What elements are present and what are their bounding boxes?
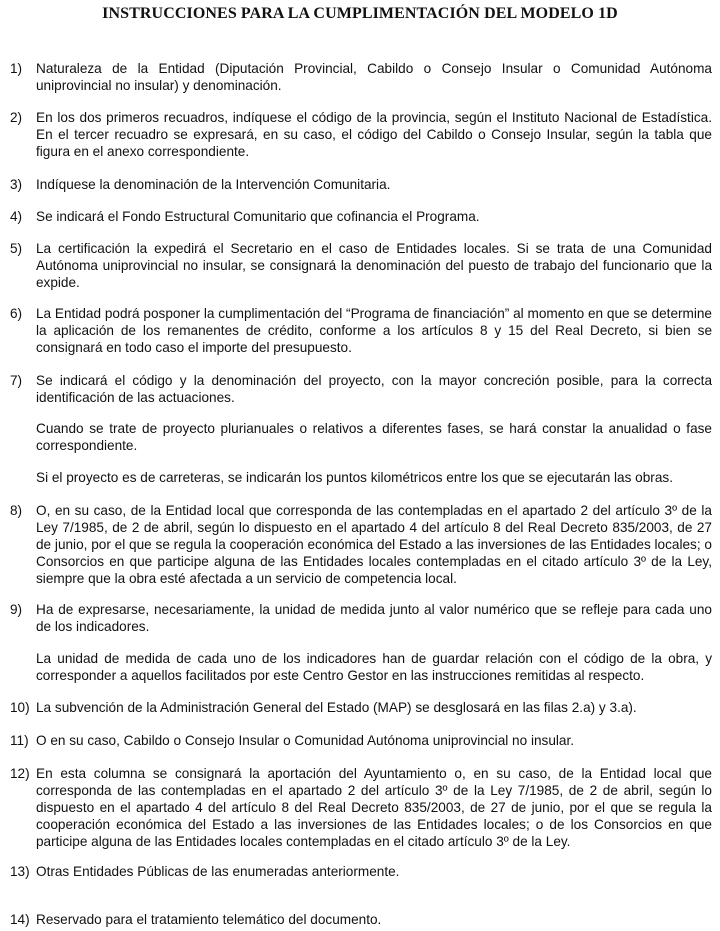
item-number: 10)	[10, 700, 30, 715]
item-text: Reservado para el tratamiento telemático del documento.	[36, 912, 382, 927]
item-text: En esta columna se consignará la aportación del Ayuntamiento o, en su caso, de la Entidad local que corresponda de las contempladas en el apartado 2 del artículo 3º de la Ley 7/1985, de 2 de abril, según lo dispuesto en el apartado 4 del artículo 8 del Real Decreto 835/2003, de 27 de junio, por el que se regula la cooperación económica del Estado a las inversiones de las Entidades locales; o de los Consorcios en que participe alguna de las Entidades locales contempladas en el citado artículo 3º de la Ley.	[36, 766, 712, 849]
item-number: 9)	[10, 602, 23, 617]
item-number: 1)	[10, 61, 23, 76]
item-number: 14)	[10, 912, 30, 927]
item-number: 3)	[10, 177, 23, 192]
item-text: Naturaleza de la Entidad (Diputación Provincial, Cabildo o Consejo Insular o Comunidad Autónoma uniprovincial no insular) y denominación.	[36, 61, 712, 93]
item-text: En los dos primeros recuadros, indíquese el código de la provincia, según el Instituto Nacional de Estadística. En el tercer recuadro se expresará, en su caso, el código del Cabildo o Consejo Insular, según la tabla que figura en el anexo correspondiente.	[36, 110, 712, 159]
list-item-paragraph: La unidad de medida de cada uno de los indicadores han de guardar relación con el código de la obra, y corresponder a aquellos facilitados por este Centro Gestor en las instrucciones remitidas al respecto.	[36, 651, 712, 683]
item-text: O en su caso, Cabildo o Consejo Insular o Comunidad Autónoma uniprovincial no insular.	[36, 733, 575, 748]
item-text: Otras Entidades Públicas de las enumeradas anteriormente.	[36, 864, 400, 879]
item-number: 13)	[10, 864, 30, 879]
item-number: 4)	[10, 209, 23, 224]
list-item-paragraph: Cuando se trate de proyecto plurianuales o relativos a diferentes fases, se hará constar la anualidad o fase correspondiente.	[36, 421, 712, 453]
item-text: Se indicará el código y la denominación del proyecto, con la mayor concreción posible, para la correcta identificación de las actuaciones.	[36, 373, 712, 405]
item-number: 11)	[10, 733, 29, 748]
item-number: 2)	[10, 110, 23, 125]
item-text: La certificación la expedirá el Secretario en el caso de Entidades locales. Si se trata de una Comunidad Autónoma uniprovincial no insular, se consignará la denominación del puesto de trabajo del funcionario que la expide.	[36, 241, 712, 290]
item-text: Se indicará el Fondo Estructural Comunitario que cofinancia el Programa.	[36, 209, 480, 224]
item-number: 8)	[10, 503, 23, 518]
item-number: 6)	[10, 306, 23, 321]
item-text: Ha de expresarse, necesariamente, la unidad de medida junto al valor numérico que se refleje para cada uno de los indicadores.	[36, 602, 712, 634]
item-number: 12)	[10, 766, 30, 781]
item-text: O, en su caso, de la Entidad local que corresponda de las contempladas en el apartado 2 del artículo 3º de la Ley 7/1985, de 2 de abril, según lo dispuesto en el apartado 4 del artículo 8 del Real Decreto 835/2003, de 27 de junio, por el que se regula la cooperación económica del Estado a las inversiones de las Entidades locales; o Consorcios en que participe alguna de las Entidades locales contempladas en el citado artículo 3º de la Ley, siempre que la obra esté afectada a un servicio de competencia local.	[36, 503, 712, 586]
item-text: La subvención de la Administración General del Estado (MAP) se desglosará en las filas 2.a) y 3.a).	[36, 700, 637, 715]
item-text: La Entidad podrá posponer la cumplimentación del “Programa de financiación” al momento en que se determine la aplicación de los remanentes de crédito, conforme a los artículos 8 y 15 del Real Decreto, si bien se consignará en todo caso el importe del presupuesto.	[36, 306, 712, 355]
item-number: 5)	[10, 241, 23, 256]
item-text: Indíquese la denominación de la Intervención Comunitaria.	[36, 177, 391, 192]
list-item-paragraph: Si el proyecto es de carreteras, se indicarán los puntos kilométricos entre los que se ejecutarán las obras.	[36, 470, 673, 485]
item-number: 7)	[10, 373, 23, 388]
page-title: INSTRUCCIONES PARA LA CUMPLIMENTACIÓN DEL MODELO 1D	[102, 5, 618, 22]
